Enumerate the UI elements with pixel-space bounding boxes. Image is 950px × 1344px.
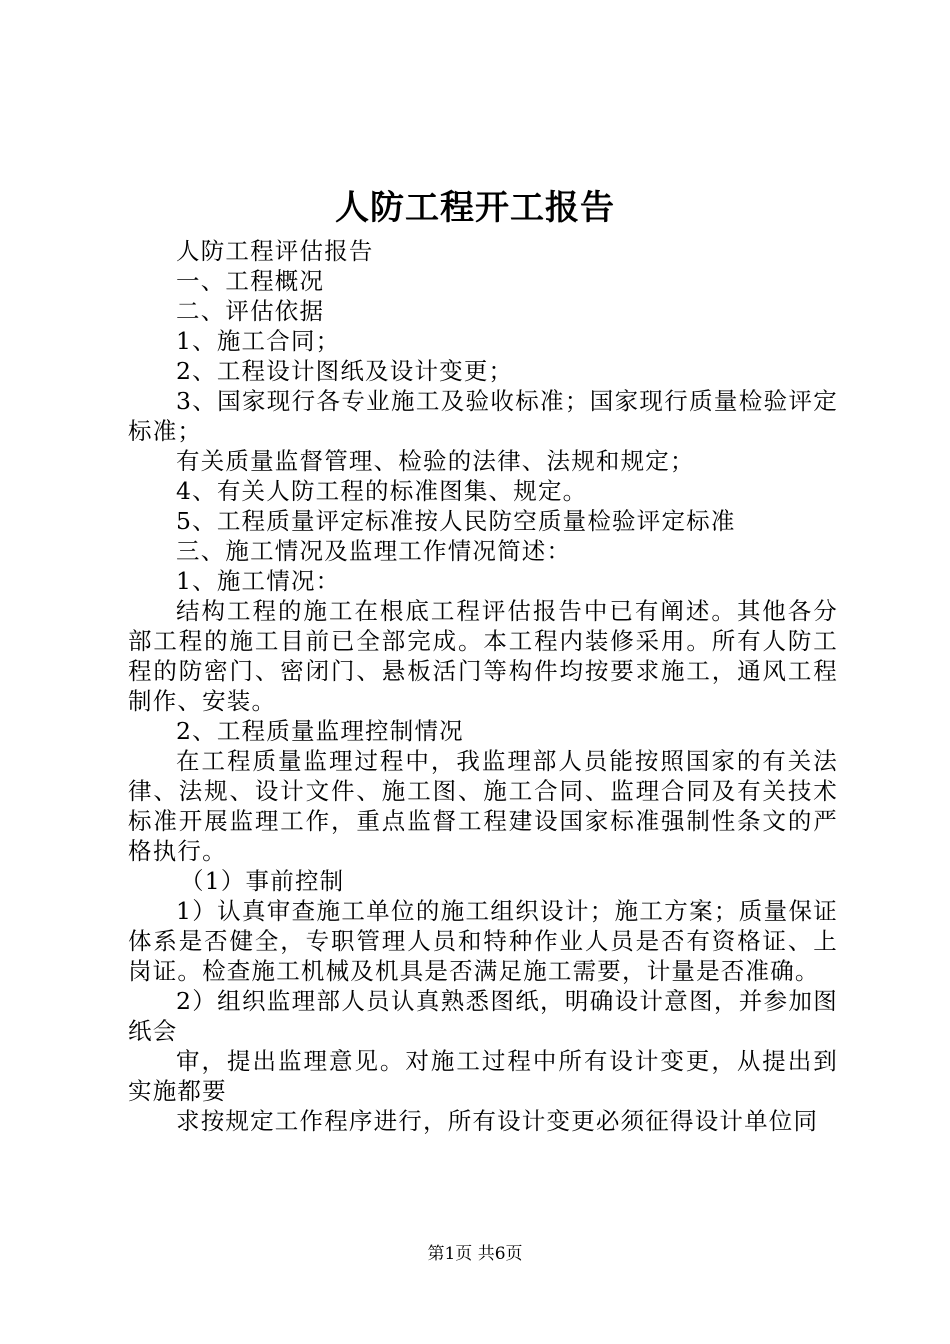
paragraph: 审，提出监理意见。对施工过程中所有设计变更，从提出到实施都要	[128, 1047, 838, 1105]
paragraph: 有关质量监督管理、检验的法律、法规和规定；	[176, 447, 695, 475]
paragraph: 求按规定工作程序进行，所有设计变更必须征得设计单位同	[176, 1107, 819, 1135]
paragraph: 人防工程评估报告	[176, 237, 374, 265]
document-body	[128, 236, 838, 1136]
list-item: 2、工程设计图纸及设计变更；	[176, 357, 514, 385]
list-item: 1、施工合同；	[176, 327, 341, 355]
subsection-heading: （1）事前控制	[180, 867, 345, 895]
paragraph: 2）组织监理部人员认真熟悉图纸，明确设计意图，并参加图纸会	[128, 987, 838, 1045]
paragraph: 1）认真审查施工单位的施工组织设计；施工方案；质量保证体系是否健全，专职管理人员和特种作业人员是否有资格证、上岗证。检查施工机械及机具是否满足施工需要，计量是否准确。	[128, 897, 838, 985]
list-item: 1、施工情况：	[176, 567, 341, 595]
list-item: 2、工程质量监理控制情况	[176, 717, 464, 745]
section-heading: 一、工程概况	[176, 267, 325, 295]
section-heading: 二、评估依据	[176, 297, 325, 325]
list-item: 3、国家现行各专业施工及验收标准；国家现行质量检验评定标准；	[128, 387, 838, 445]
paragraph: 结构工程的施工在根底工程评估报告中已有阐述。其他各分部工程的施工目前已全部完成。本工程内装修采用。所有人防工程的防密门、密闭门、悬板活门等构件均按要求施工，通风工程制作、安装。	[128, 597, 838, 715]
list-item: 4、有关人防工程的标准图集、规定。	[176, 477, 588, 505]
section-heading: 三、施工情况及监理工作情况简述：	[176, 537, 572, 565]
document-title: 人防工程开工报告	[335, 188, 615, 228]
list-item: 5、工程质量评定标准按人民防空质量检验评定标准	[176, 507, 736, 535]
page-number-footer: 第1页 共6页	[427, 1244, 523, 1264]
paragraph: 在工程质量监理过程中，我监理部人员能按照国家的有关法律、法规、设计文件、施工图、施工合同、监理合同及有关技术标准开展监理工作，重点监督工程建设国家标准强制性条文的严格执行。	[128, 747, 838, 865]
